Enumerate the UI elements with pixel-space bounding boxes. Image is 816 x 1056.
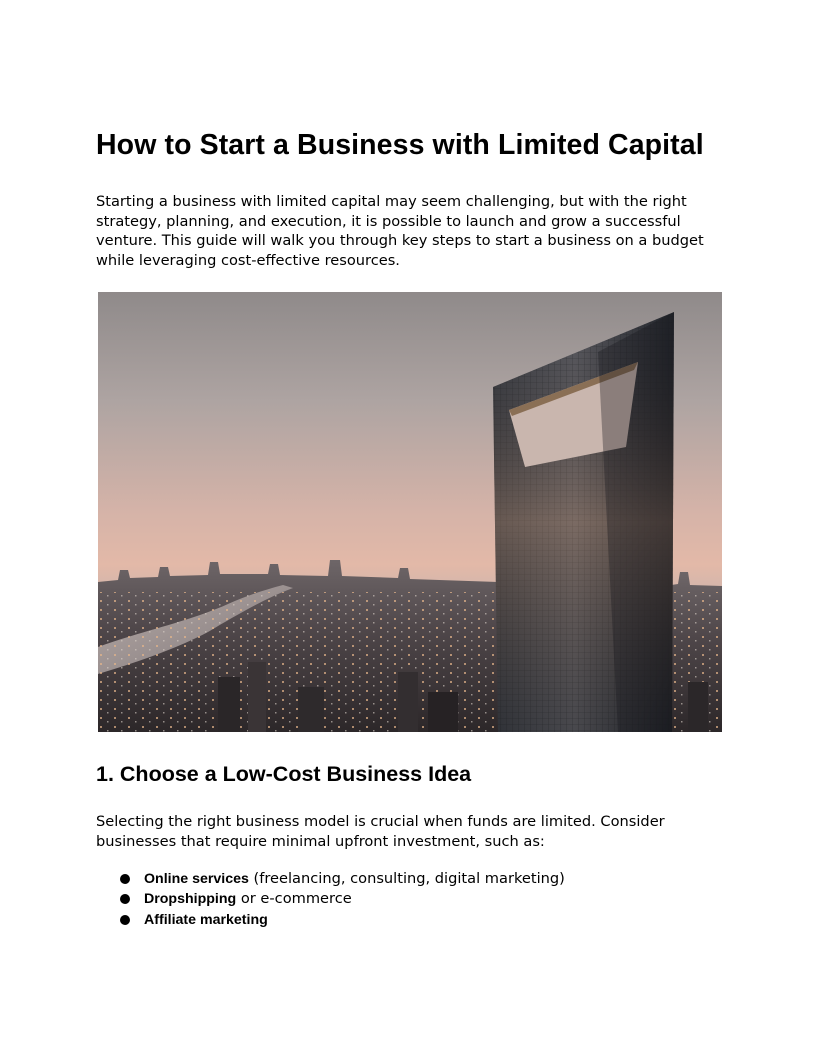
section-heading: 1. Choose a Low-Cost Business Idea [96,762,472,787]
document-title: How to Start a Business with Limited Capital [96,129,704,161]
document-page [96,125,722,930]
list-item-bold: Online services [144,870,249,887]
bullet-icon [120,915,130,925]
skyscraper-city-photo [98,292,722,732]
bullet-icon [120,874,130,884]
list-item-text: or e-commerce [236,890,352,908]
intro-paragraph: Starting a business with limited capital may seem challenging, but with the right strategy, planning, and execution, it is possible to launch and grow a successful venture. This guide will walk you through key steps to start a business on a budget while leveraging cost-effective resources. [96,193,704,269]
list-item [120,869,722,890]
section-paragraph: Selecting the right business model is crucial when funds are limited. Consider businesses that require minimal upfront investment, such as: [96,813,665,850]
business-idea-list [96,869,722,931]
list-item [120,889,722,910]
list-item-bold: Dropshipping [144,891,237,908]
list-item [120,910,722,931]
bullet-icon [120,894,130,904]
list-item-text: (freelancing, consulting, digital marketing) [248,869,565,887]
list-item-bold: Affiliate marketing [144,911,268,928]
